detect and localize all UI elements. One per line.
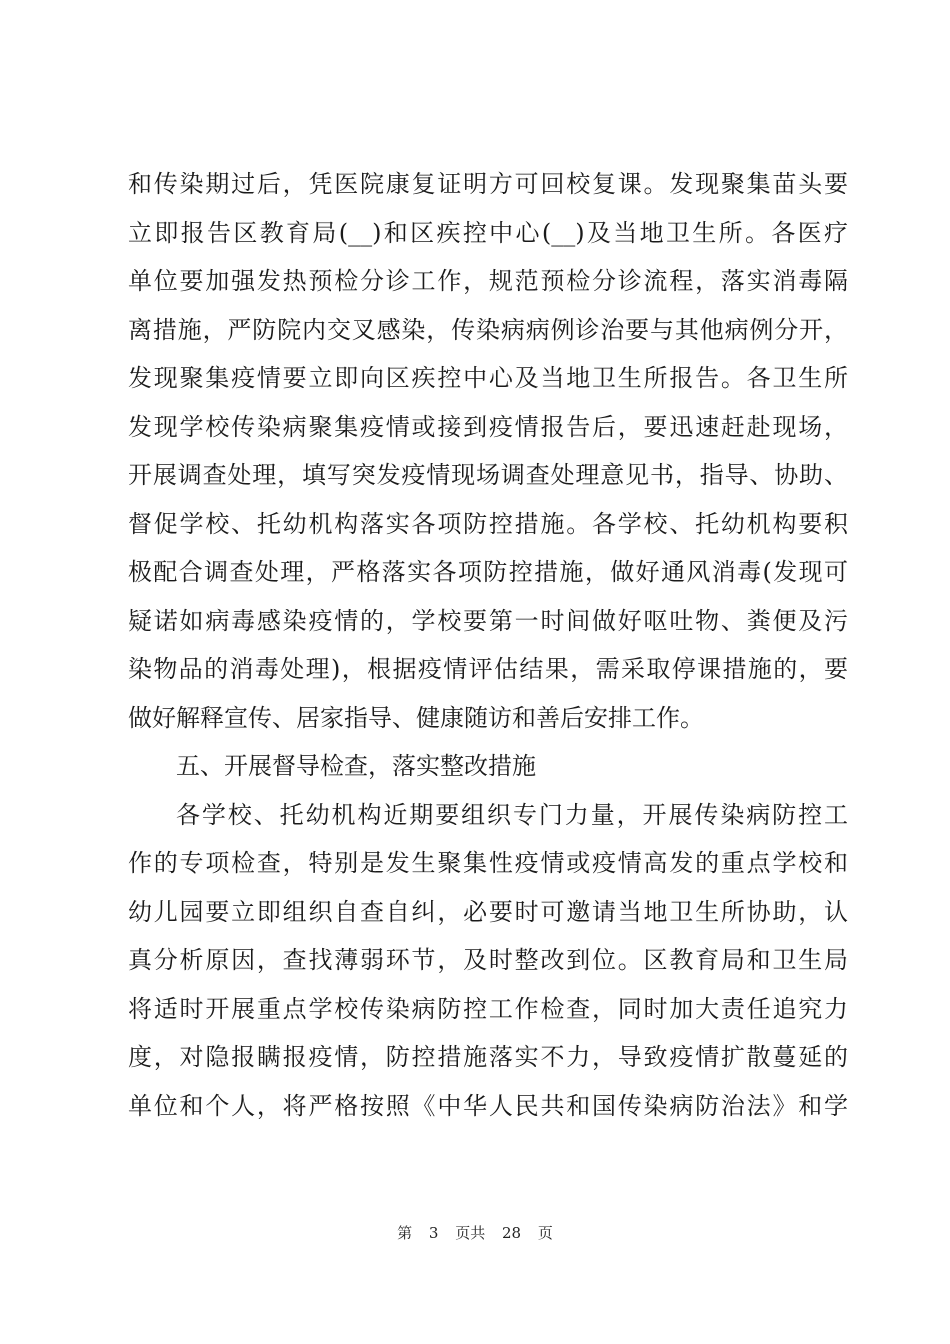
text-line: 督促学校、托幼机构落实各项防控措施。各学校、托幼机构要积: [128, 509, 848, 538]
page-number: 3: [428, 1224, 439, 1242]
footer-prefix: 第: [397, 1224, 413, 1242]
text-line: 单位和个人，将严格按照《中华人民共和国传染病防治法》和学: [128, 1091, 848, 1120]
page-footer: [0, 1222, 950, 1243]
body-text: [128, 160, 848, 1130]
text-line: 将适时开展重点学校传染病防控工作检查，同时加大责任追究力: [128, 994, 848, 1023]
footer-suffix: 页: [537, 1224, 553, 1242]
section-heading: 五、开展督导检查，落实整改措施: [176, 752, 536, 780]
text-line: 极配合调查处理，严格落实各项防控措施，做好通风消毒(发现可: [128, 558, 848, 586]
text-line: 染物品的消毒处理)，根据疫情评估结果，需采取停课措施的，要: [128, 655, 848, 683]
text-line: 度，对隐报瞒报疫情，防控措施落实不力，导致疫情扩散蔓延的: [128, 1043, 848, 1071]
text-line: 做好解释宣传、居家指导、健康随访和善后安排工作。: [128, 703, 704, 732]
text-line: 立即报告区教育局(__)和区疾控中心(__)及当地卫生所。各医疗: [128, 218, 848, 247]
text-line: 作的专项检查，特别是发生聚集性疫情或疫情高发的重点学校和: [128, 849, 848, 877]
text-line: 开展调查处理，填写突发疫情现场调查处理意见书，指导、协助、: [128, 461, 848, 489]
total-pages: 28: [502, 1224, 522, 1242]
text-line: 发现聚集疫情要立即向区疾控中心及当地卫生所报告。各卫生所: [128, 364, 848, 392]
text-line: 单位要加强发热预检分诊工作，规范预检分诊流程，落实消毒隔: [128, 267, 848, 295]
text-line: 发现学校传染病聚集疫情或接到疫情报告后，要迅速赶赴现场，: [128, 412, 848, 441]
text-line: 疑诺如病毒感染疫情的，学校要第一时间做好呕吐物、粪便及污: [128, 606, 848, 635]
text-line: 离措施，严防院内交叉感染，传染病病例诊治要与其他病例分开，: [128, 315, 848, 344]
text-line: 幼儿园要立即组织自查自纠，必要时可邀请当地卫生所协助，认: [128, 897, 848, 926]
text-line: 真分析原因，查找薄弱环节，及时整改到位。区教育局和卫生局: [128, 946, 848, 974]
text-line: 各学校、托幼机构近期要组织专门力量，开展传染病防控工: [176, 800, 848, 829]
text-line: 和传染期过后，凭医院康复证明方可回校复课。发现聚集苗头要: [128, 170, 848, 198]
footer-middle: 页共: [455, 1224, 486, 1242]
